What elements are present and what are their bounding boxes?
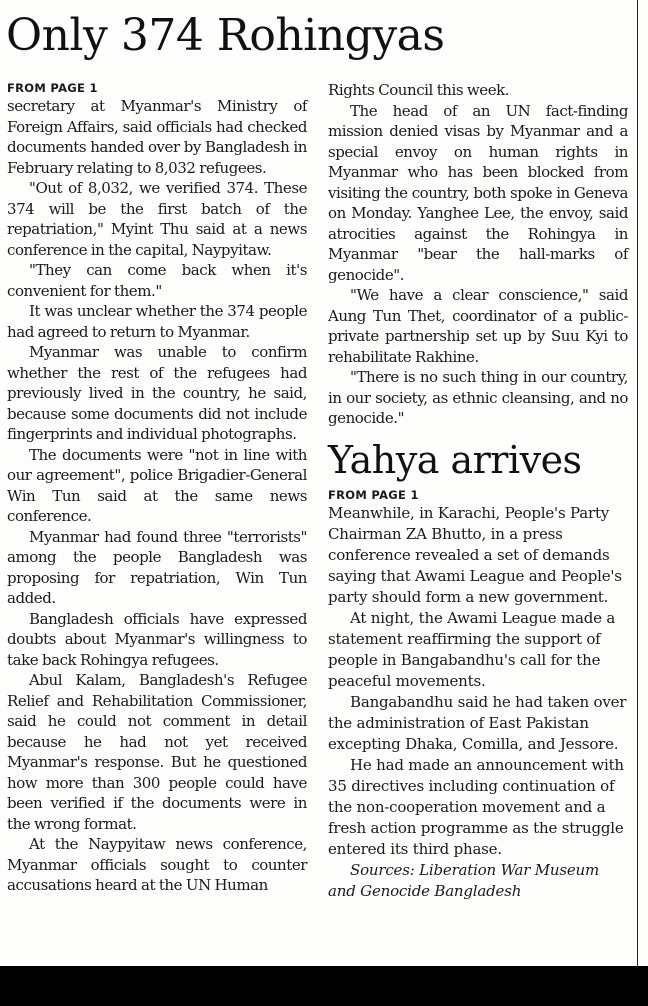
- article-body-right: [328, 80, 628, 429]
- paragraph: Meanwhile, in Karachi, People's Party Chairman ZA Bhutto, in a press conference revealed a set of demands saying that Awami League and People's party should form a new government.: [328, 503, 622, 606]
- paragraph: "Out of 8,032, we verified 374. These 374 will be the first batch of the repatriation," Myint Thu said at a news conference in the capital, Naypyitaw.: [7, 179, 307, 259]
- paragraph: Bangladesh officials have expressed doubts about Myanmar's willingness to take back Rohingya refugees.: [7, 609, 307, 669]
- paragraph: "They can come back when it's convenient for them.": [7, 261, 307, 300]
- article-headline: Only 374 Rohingyas: [6, 10, 445, 61]
- paragraph: Abul Kalam, Bangladesh's Refugee Relief and Rehabilitation Commissioner, said he could not comment in detail because he had not yet received Myanmar's response. But he questioned how more than 300 people could have been verified if the documents were in the wrong format.: [7, 671, 307, 833]
- paragraph: At the Naypyitaw news conference, Myanmar officials sought to counter accusations heard at the UN Human: [7, 835, 307, 894]
- second-article-body: [328, 503, 628, 902]
- paragraph: Myanmar had found three "terrorists" among the people Bangladesh was proposing for repatriation, Win Tun added.: [7, 527, 307, 607]
- paragraph: Rights Council this week.: [328, 81, 510, 99]
- paragraph: secretary at Myanmar's Ministry of Foreign Affairs, said officials had checked documents handed over by Bangladesh in February relating to 8,032 refugees.: [7, 97, 307, 177]
- paragraph: Myanmar was unable to confirm whether the rest of the refugees had previously lived in the country, he said, because some documents did not include fingerprints and individual photographs.: [7, 343, 307, 443]
- continued-from-label: FROM PAGE 1: [328, 487, 419, 502]
- paragraph: At night, the Awami League made a statement reaffirming the support of people in Bangabandhu's call for the peaceful movements.: [328, 608, 616, 690]
- column-rule: [637, 0, 638, 966]
- paragraph: The head of an UN fact-finding mission denied visas by Myanmar and a special envoy on human rights in Myanmar who has been blocked from visiting the country, both spoke in Geneva on Monday. Yanghee Lee, the envoy, said atrocities against the Rohingya in Myanmar "bear the hall-marks of genocide".: [328, 101, 628, 284]
- article-body-left: [7, 96, 307, 896]
- paragraph: "We have a clear conscience," said Aung Tun Thet, coordinator of a public-private partnership set up by Suu Kyi to rehabilitate Rakhine.: [328, 286, 628, 366]
- paragraph: The documents were "not in line with our agreement", police Brigadier-General Win Tun said at the same news conference.: [7, 445, 307, 525]
- paragraph: "There is no such thing in our country, in our society, as ethnic cleansing, and no genocide.": [328, 368, 628, 427]
- left-column: [7, 80, 307, 896]
- sources-credit: Sources: Liberation War Museum and Genocide Bangladesh: [328, 860, 600, 900]
- right-column: [328, 80, 628, 902]
- paragraph: Bangabandhu said he had taken over the administration of East Pakistan excepting Dhaka, Comilla, and Jessore.: [328, 692, 627, 753]
- continued-from-label: FROM PAGE 1: [7, 81, 98, 95]
- paragraph: It was unclear whether the 374 people had agreed to return to Myanmar.: [7, 302, 307, 341]
- paragraph: He had made an announcement with 35 directives including continuation of the non-cooperation movement and a fresh action programme as the struggle entered its third phase.: [328, 755, 624, 858]
- second-article-headline: Yahya arrives: [328, 437, 582, 482]
